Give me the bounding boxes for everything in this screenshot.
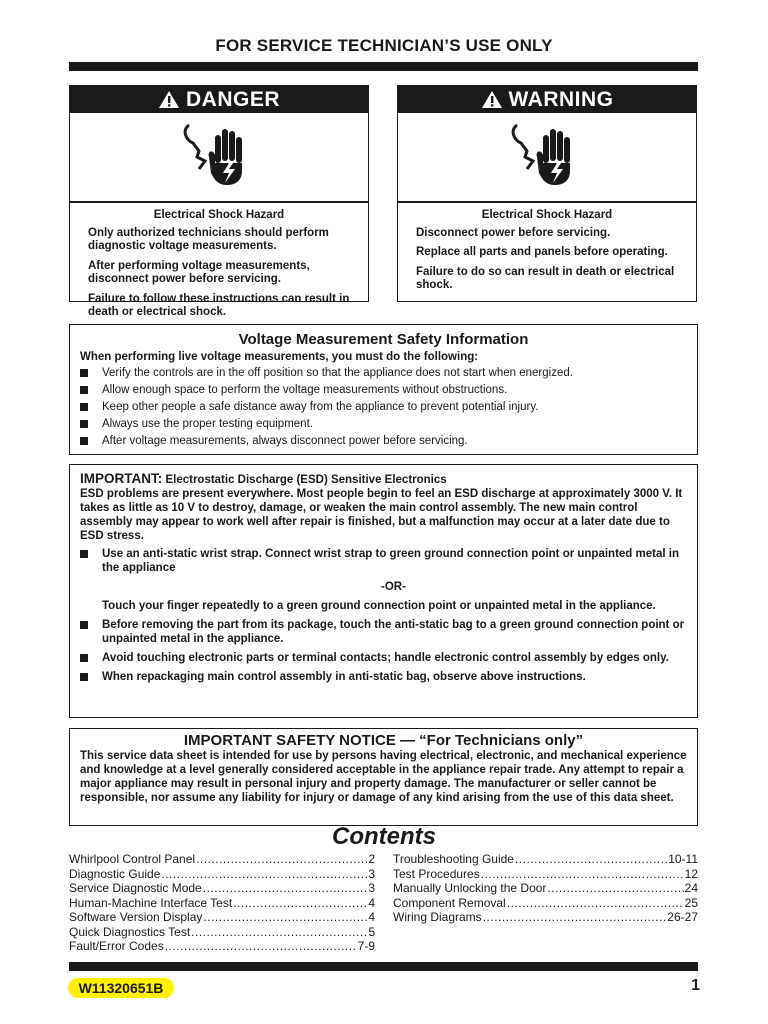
document-code: W11320651B xyxy=(68,978,174,998)
list-item: Keep other people a safe distance away from the appliance to prevent potential injury. xyxy=(80,399,697,416)
danger-paragraph: Only authorized technicians should perform diagnostic voltage measurements. xyxy=(88,226,329,252)
list-item: When repackaging main control assembly in anti-static bag, observe above instructions. xyxy=(80,670,685,684)
danger-label: DANGER xyxy=(185,87,280,111)
toc-label: Diagnostic Guide xyxy=(69,866,161,881)
alert-triangle-icon xyxy=(158,90,180,109)
list-item: Allow enough space to perform the voltage measurements without obstructions. xyxy=(80,382,697,399)
toc-page: 3 xyxy=(368,881,375,895)
danger-paragraph: Failure to follow these instructions can result in death or electrical shock. xyxy=(88,292,350,318)
toc-label: Whirlpool Control Panel xyxy=(69,852,196,866)
toc-entry[interactable] xyxy=(393,852,698,867)
warning-header xyxy=(398,86,696,113)
toc-page: 7-9 xyxy=(357,939,375,953)
voltage-safety-intro: When performing live voltage measurements, you must do the following: xyxy=(80,351,479,363)
toc-entry[interactable] xyxy=(69,881,375,896)
toc-entry[interactable] xyxy=(393,896,698,911)
esd-alt: Touch your finger repeatedly to a green ground connection point or unpainted metal in the appliance. xyxy=(102,600,656,612)
toc-label: Quick Diagnostics Test xyxy=(69,924,191,939)
toc-label: Human-Machine Interface Test xyxy=(69,895,233,910)
esd-body: ESD problems are present everywhere. Most people begin to feel an ESD discharge at approximately 3000 V. It takes as little as 10 V to destroy, damage, or weaken the main control assembly. The new main control assembly may appear to work well after repair is finished, but a malfunction may occur at a later date due to ESD stress. xyxy=(80,488,683,542)
top-rule xyxy=(69,62,698,71)
toc-entry[interactable] xyxy=(393,867,698,882)
list-item: Always use the proper testing equipment. xyxy=(80,416,697,433)
warning-subtitle: Electrical Shock Hazard xyxy=(481,208,613,221)
toc-label: Manually Unlocking the Door xyxy=(393,881,547,895)
esd-or: -OR- xyxy=(381,581,406,593)
esd-list xyxy=(80,547,685,684)
warning-paragraph: Replace all parts and panels before operating. xyxy=(416,246,668,258)
warning-label: WARNING xyxy=(508,87,614,111)
toc-page: 10-11 xyxy=(668,852,698,866)
warning-paragraph: Failure to do so can result in death or electrical shock. xyxy=(416,265,675,291)
toc-label: Wiring Diagrams xyxy=(393,910,482,924)
list-item: Verify the controls are in the off position so that the appliance does not start when energized. xyxy=(80,365,697,382)
warning-paragraph: Disconnect power before servicing. xyxy=(416,226,611,239)
toc-label: Fault/Error Codes xyxy=(69,939,164,953)
toc-entry[interactable] xyxy=(69,896,375,911)
toc-entry[interactable] xyxy=(69,910,375,925)
toc-label: Service Diagnostic Mode xyxy=(69,881,202,895)
electrical-shock-hand-icon xyxy=(507,121,587,187)
list-item: Before removing the part from its package, touch the anti-static bag to a green ground connection point or unpainted metal in the appliance. xyxy=(80,618,685,646)
voltage-safety-title: Voltage Measurement Safety Information xyxy=(238,331,529,348)
toc-right xyxy=(393,852,698,925)
page-number: 1 xyxy=(691,977,700,994)
notice-title: IMPORTANT SAFETY NOTICE — “For Technicians only” xyxy=(183,732,584,749)
danger-box xyxy=(69,85,369,318)
toc-page: 12 xyxy=(684,866,698,881)
voltage-safety-box xyxy=(69,324,698,455)
toc-entry[interactable] xyxy=(393,881,698,896)
toc-page: 5 xyxy=(368,924,375,939)
toc-page: 3 xyxy=(368,866,375,881)
toc-page: 4 xyxy=(368,895,375,910)
list-item: After voltage measurements, always disconnect power before servicing. xyxy=(80,433,697,450)
esd-lead: IMPORTANT: xyxy=(80,471,163,486)
toc-entry[interactable] xyxy=(69,925,375,940)
toc-entry[interactable] xyxy=(393,910,698,925)
toc-page: 2 xyxy=(368,852,375,866)
esd-box xyxy=(69,464,698,718)
toc-page: 24 xyxy=(684,881,698,895)
warning-box xyxy=(397,85,697,302)
esd-item-text: Use an anti-static wrist strap. Connect wrist strap to green ground connection point or unpainted metal in the appliance xyxy=(102,548,679,574)
toc-page: 4 xyxy=(368,910,375,924)
page-title: FOR SERVICE TECHNICIAN’S USE ONLY xyxy=(215,36,553,55)
list-item: Avoid touching electronic parts or terminal contacts; handle electronic control assembly by edges only. xyxy=(80,651,685,665)
alert-triangle-icon xyxy=(481,90,503,109)
toc-label: Test Procedures xyxy=(393,866,480,881)
toc-label: Software Version Display xyxy=(69,910,203,924)
toc-left xyxy=(69,852,375,954)
toc-page: 26-27 xyxy=(667,910,698,924)
electrical-shock-hand-icon xyxy=(179,121,259,187)
danger-header xyxy=(70,86,368,113)
toc-label: Component Removal xyxy=(393,895,506,910)
notice-body: This service data sheet is intended for use by persons having electrical, electronic, and mechanical experience and knowledge at a level generally considered acceptable in the appliance repair trade. Any attempt to repair a major appliance may result in personal injury and property damage. The manufacturer or seller cannot be responsible, nor assume any liability for injury or damage of any kind arising from the use of this data sheet. xyxy=(80,750,687,804)
list-item xyxy=(80,547,685,613)
danger-subtitle: Electrical Shock Hazard xyxy=(153,208,285,221)
bottom-rule xyxy=(69,962,698,971)
contents-title: Contents xyxy=(332,823,436,850)
esd-heading: Electrostatic Discharge (ESD) Sensitive Electronics xyxy=(165,474,447,486)
toc-entry[interactable] xyxy=(69,939,375,954)
safety-notice-box xyxy=(69,728,698,826)
toc-label: Troubleshooting Guide xyxy=(393,852,514,866)
toc-entry[interactable] xyxy=(69,867,375,882)
danger-paragraph: After performing voltage measurements, disconnect power before servicing. xyxy=(88,259,310,285)
toc-entry[interactable] xyxy=(69,852,375,867)
toc-page: 25 xyxy=(684,895,698,910)
voltage-safety-list xyxy=(70,365,697,450)
